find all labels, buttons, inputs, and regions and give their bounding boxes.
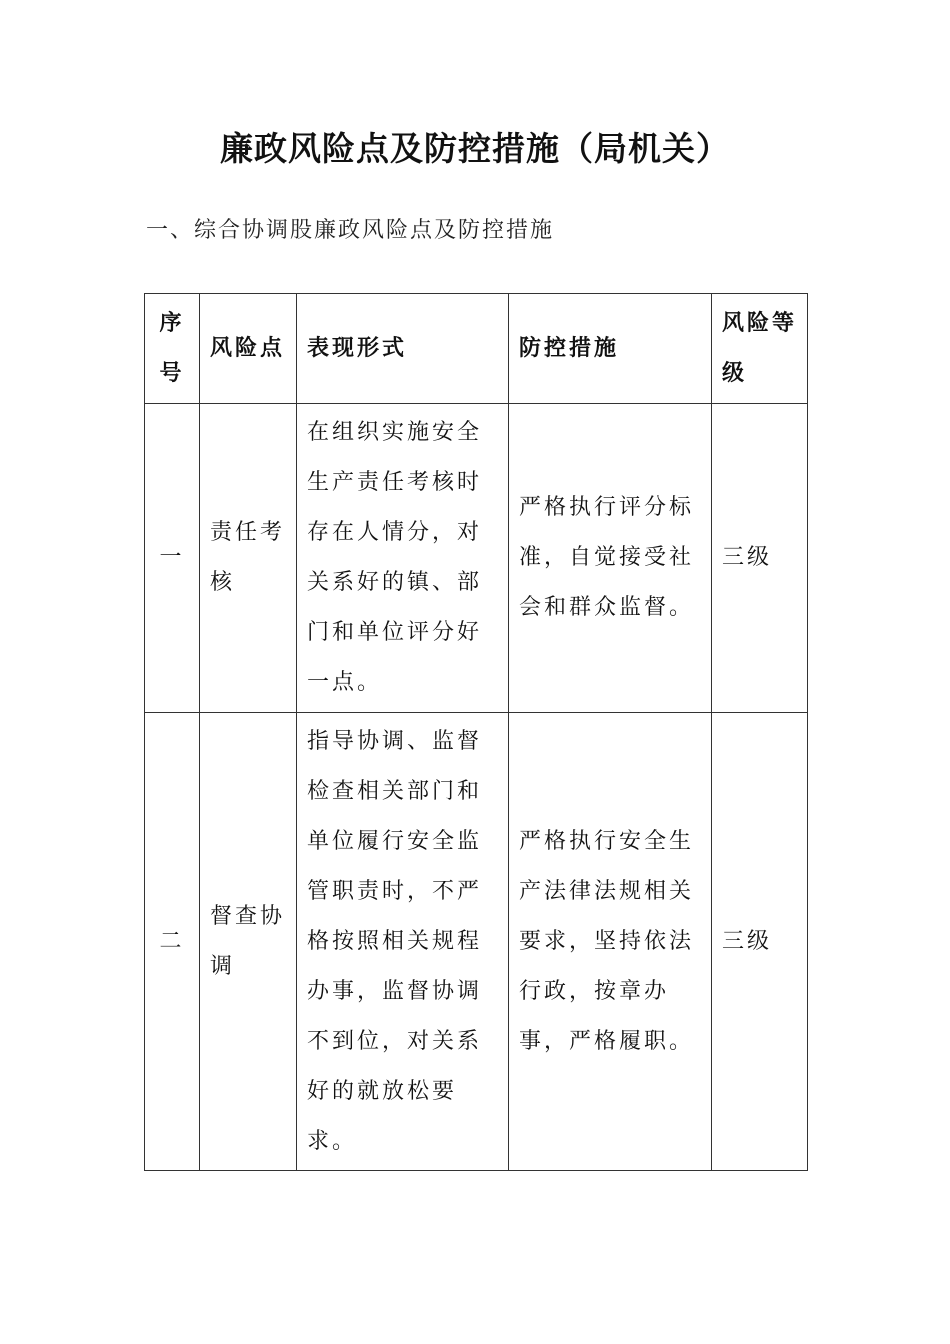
header-measures: 防控措施 xyxy=(509,294,712,404)
row-manifestation: 指导协调、监督检查相关部门和单位履行安全监管职责时，不严格按照相关规程办事，监督协调不到位，对关系好的就放松要求。 xyxy=(297,713,509,1171)
row-measures: 严格执行评分标准，自觉接受社会和群众监督。 xyxy=(509,404,712,713)
row-risk-point: 责任考核 xyxy=(200,404,297,713)
row-risk-point: 督查协调 xyxy=(200,713,297,1171)
row-risk-level: 三级 xyxy=(712,713,808,1171)
row-measures: 严格执行安全生产法律法规相关要求，坚持依法行政，按章办事，严格履职。 xyxy=(509,713,712,1171)
row-risk-level: 三级 xyxy=(712,404,808,713)
risk-control-table xyxy=(144,293,808,1171)
header-seq: 序号 xyxy=(145,294,200,404)
header-risk-level: 风险等级 xyxy=(712,294,808,404)
table-header-row xyxy=(145,294,808,404)
page-title: 廉政风险点及防控措施（局机关） xyxy=(220,129,730,168)
row-seq: 一 xyxy=(145,404,200,713)
header-risk-point: 风险点 xyxy=(200,294,297,404)
table-row xyxy=(145,713,808,1171)
row-manifestation: 在组织实施安全生产责任考核时存在人情分，对关系好的镇、部门和单位评分好一点。 xyxy=(297,404,509,713)
table-row xyxy=(145,404,808,713)
row-seq: 二 xyxy=(145,713,200,1171)
header-manifestation: 表现形式 xyxy=(297,294,509,404)
section-heading: 一、综合协调股廉政风险点及防控措施 xyxy=(146,218,555,243)
